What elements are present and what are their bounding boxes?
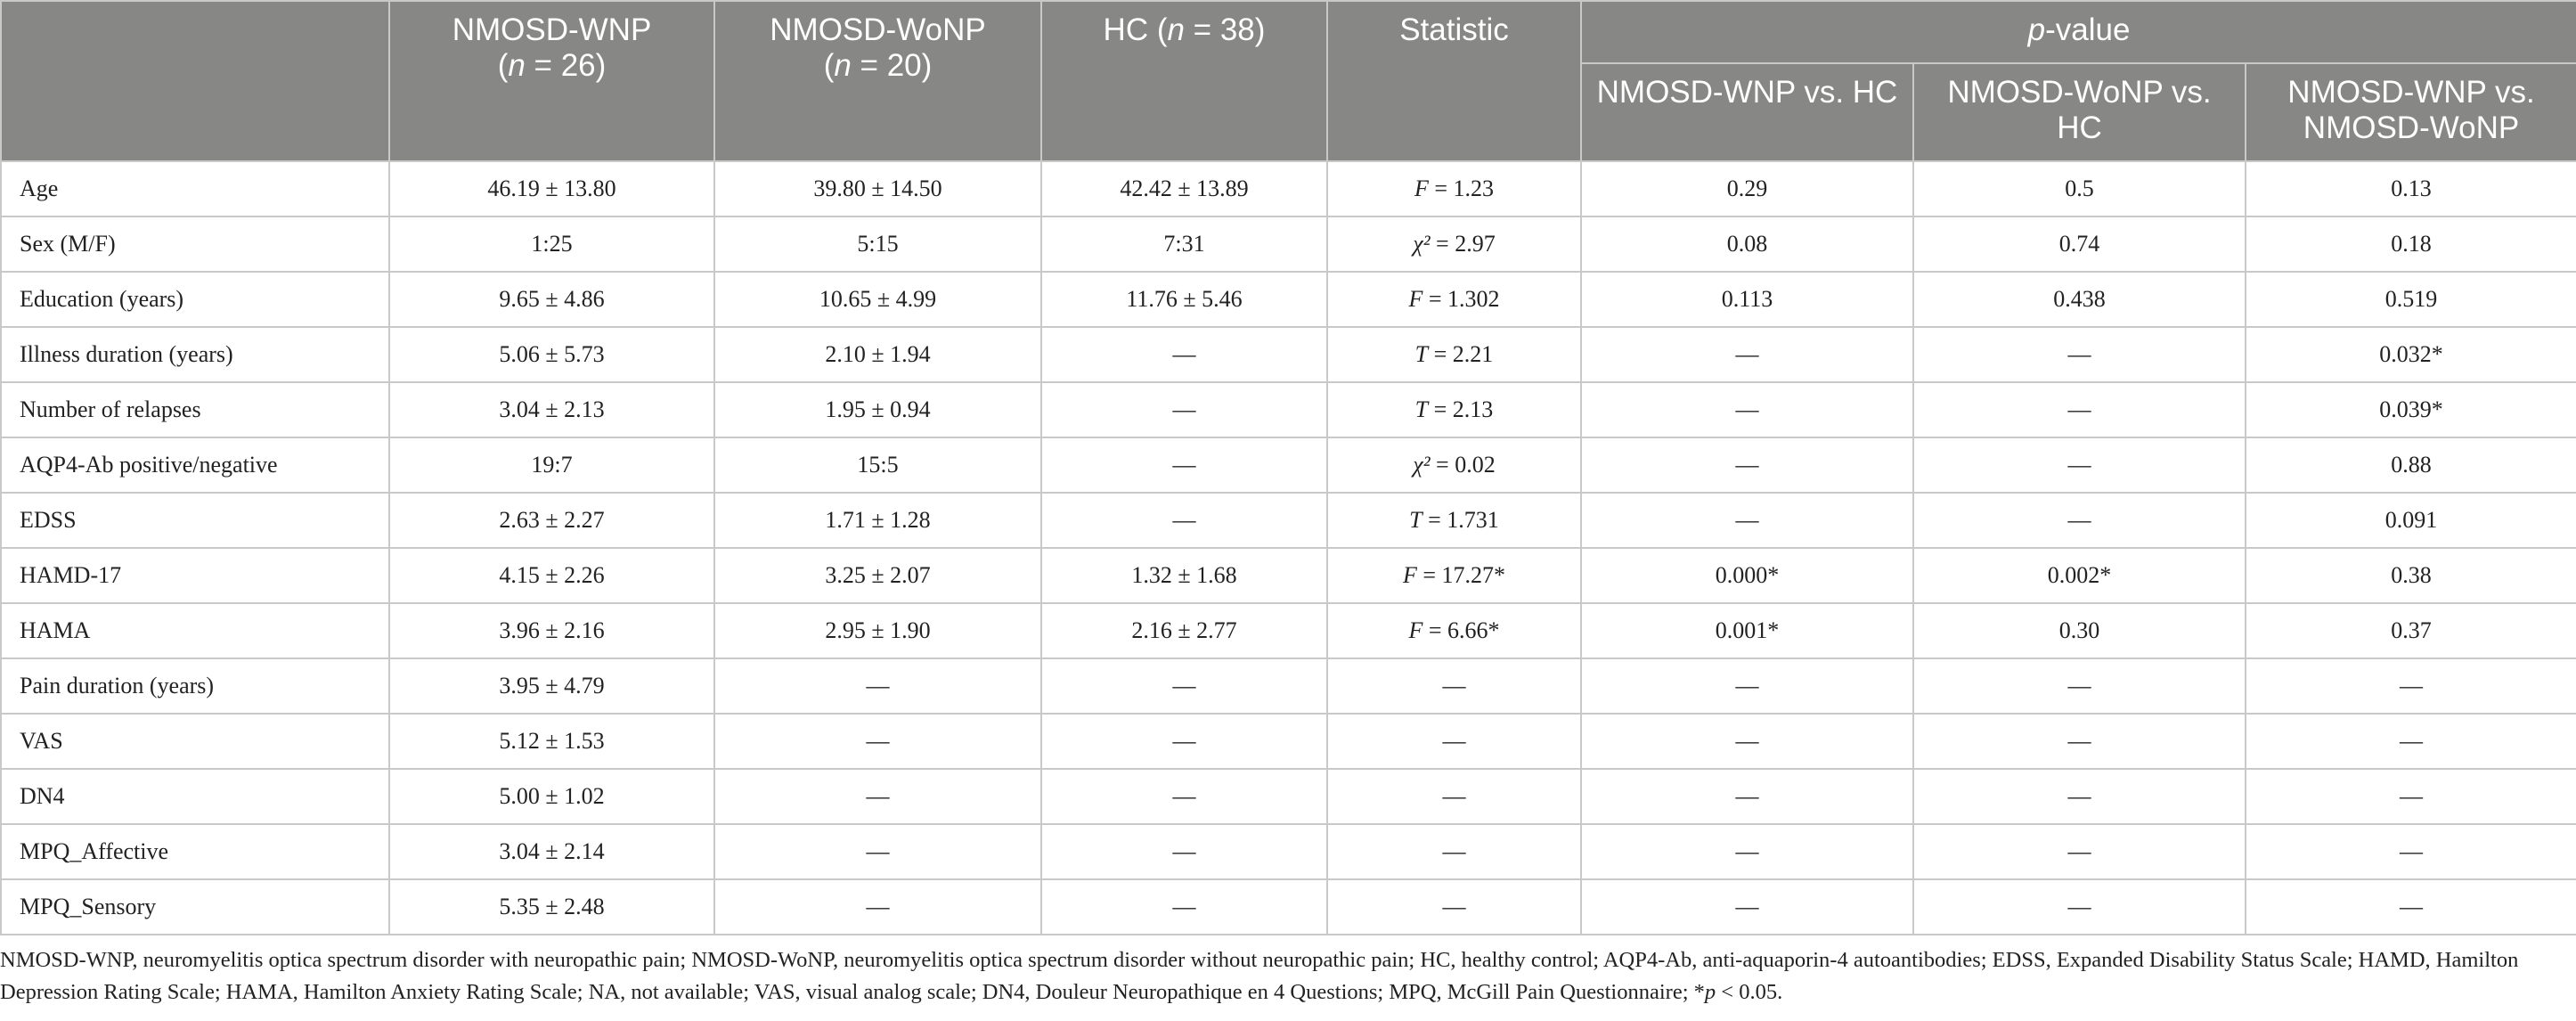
statistic-symbol: T bbox=[1414, 396, 1429, 422]
row-label: Number of relapses bbox=[1, 382, 389, 437]
header-wnp-vs-hc: NMOSD-WNP vs. HC bbox=[1581, 63, 1913, 161]
statistic-symbol: F bbox=[1408, 286, 1423, 312]
cell-nmosd-wonp: 2.95 ± 1.90 bbox=[714, 603, 1041, 658]
cell-statistic bbox=[1327, 382, 1581, 437]
cell-p-wonp-vs-hc: 0.74 bbox=[1913, 216, 2246, 272]
cell-p-wnp-vs-hc: — bbox=[1581, 769, 1913, 824]
cell-p-wonp-vs-hc: — bbox=[1913, 824, 2246, 879]
cell-hc: 11.76 ± 5.46 bbox=[1041, 272, 1327, 327]
cell-nmosd-wnp: 2.63 ± 2.27 bbox=[389, 493, 714, 548]
cell-statistic bbox=[1327, 879, 1581, 935]
cell-p-wonp-vs-hc: — bbox=[1913, 327, 2246, 382]
cell-p-wnp-vs-hc: — bbox=[1581, 382, 1913, 437]
header-nmosd-wonp: NMOSD-WoNP (n = 20) bbox=[714, 1, 1041, 161]
table-row bbox=[1, 824, 2576, 879]
header-wnp-vs-wonp: NMOSD-WNP vs. NMOSD-WoNP bbox=[2246, 63, 2576, 161]
cell-p-wonp-vs-hc: 0.002* bbox=[1913, 548, 2246, 603]
cell-hc: — bbox=[1041, 658, 1327, 714]
cell-statistic bbox=[1327, 658, 1581, 714]
statistic-symbol: T bbox=[1409, 507, 1423, 533]
row-label: AQP4-Ab positive/negative bbox=[1, 437, 389, 493]
cell-p-wnp-vs-hc: 0.113 bbox=[1581, 272, 1913, 327]
statistic-value: = 6.66* bbox=[1423, 617, 1500, 643]
statistic-value: — bbox=[1442, 728, 1466, 754]
cell-nmosd-wonp: 2.10 ± 1.94 bbox=[714, 327, 1041, 382]
cell-p-wnp-vs-hc: 0.08 bbox=[1581, 216, 1913, 272]
row-label: MPQ_Affective bbox=[1, 824, 389, 879]
cell-p-wnp-vs-wonp: 0.091 bbox=[2246, 493, 2576, 548]
cell-statistic bbox=[1327, 824, 1581, 879]
statistic-value: — bbox=[1442, 894, 1466, 919]
cell-p-wnp-vs-hc: — bbox=[1581, 327, 1913, 382]
cell-hc: 1.32 ± 1.68 bbox=[1041, 548, 1327, 603]
cell-p-wnp-vs-wonp: 0.039* bbox=[2246, 382, 2576, 437]
table-row bbox=[1, 879, 2576, 935]
cell-p-wnp-vs-wonp: — bbox=[2246, 714, 2576, 769]
cell-nmosd-wonp: — bbox=[714, 714, 1041, 769]
statistic-value: = 2.21 bbox=[1428, 341, 1494, 367]
header-hc: HC (n = 38) bbox=[1041, 1, 1327, 161]
statistic-value: = 17.27* bbox=[1416, 562, 1506, 588]
statistic-symbol: F bbox=[1408, 617, 1423, 643]
cell-p-wnp-vs-wonp: 0.13 bbox=[2246, 161, 2576, 216]
cell-p-wonp-vs-hc: — bbox=[1913, 714, 2246, 769]
table-row bbox=[1, 769, 2576, 824]
table-row bbox=[1, 272, 2576, 327]
cell-p-wnp-vs-wonp: 0.18 bbox=[2246, 216, 2576, 272]
cell-p-wnp-vs-wonp: 0.37 bbox=[2246, 603, 2576, 658]
cell-statistic bbox=[1327, 216, 1581, 272]
cell-statistic bbox=[1327, 272, 1581, 327]
cell-p-wnp-vs-wonp: — bbox=[2246, 879, 2576, 935]
cell-nmosd-wonp: — bbox=[714, 879, 1041, 935]
cell-nmosd-wnp: 3.96 ± 2.16 bbox=[389, 603, 714, 658]
table-row bbox=[1, 548, 2576, 603]
cell-nmosd-wonp: — bbox=[714, 769, 1041, 824]
cell-nmosd-wnp: 4.15 ± 2.26 bbox=[389, 548, 714, 603]
cell-p-wnp-vs-hc: — bbox=[1581, 824, 1913, 879]
statistic-value: = 2.13 bbox=[1428, 396, 1494, 422]
cell-nmosd-wnp: 5.35 ± 2.48 bbox=[389, 879, 714, 935]
row-label: Illness duration (years) bbox=[1, 327, 389, 382]
cell-p-wnp-vs-wonp: 0.38 bbox=[2246, 548, 2576, 603]
cell-nmosd-wnp: 3.04 ± 2.13 bbox=[389, 382, 714, 437]
cell-nmosd-wnp: 5.00 ± 1.02 bbox=[389, 769, 714, 824]
cell-p-wnp-vs-wonp: — bbox=[2246, 769, 2576, 824]
cell-hc: 7:31 bbox=[1041, 216, 1327, 272]
cell-nmosd-wonp: — bbox=[714, 658, 1041, 714]
table-row bbox=[1, 437, 2576, 493]
cell-p-wonp-vs-hc: 0.438 bbox=[1913, 272, 2246, 327]
cell-statistic bbox=[1327, 769, 1581, 824]
table-row bbox=[1, 161, 2576, 216]
table-row bbox=[1, 382, 2576, 437]
cell-statistic bbox=[1327, 714, 1581, 769]
cell-p-wnp-vs-hc: 0.29 bbox=[1581, 161, 1913, 216]
cell-p-wonp-vs-hc: 0.30 bbox=[1913, 603, 2246, 658]
cell-p-wonp-vs-hc: 0.5 bbox=[1913, 161, 2246, 216]
cell-p-wnp-vs-hc: — bbox=[1581, 658, 1913, 714]
cell-p-wnp-vs-hc: — bbox=[1581, 493, 1913, 548]
table-row bbox=[1, 603, 2576, 658]
header-wonp-vs-hc: NMOSD-WoNP vs. HC bbox=[1913, 63, 2246, 161]
statistic-value: = 2.97 bbox=[1430, 231, 1496, 257]
table-row bbox=[1, 493, 2576, 548]
cell-nmosd-wonp: — bbox=[714, 824, 1041, 879]
statistic-symbol: χ² bbox=[1413, 452, 1431, 478]
cell-p-wonp-vs-hc: — bbox=[1913, 879, 2246, 935]
cell-statistic bbox=[1327, 161, 1581, 216]
row-label: EDSS bbox=[1, 493, 389, 548]
cell-p-wnp-vs-hc: — bbox=[1581, 714, 1913, 769]
statistic-symbol: F bbox=[1402, 562, 1417, 588]
cell-p-wnp-vs-hc: — bbox=[1581, 437, 1913, 493]
statistic-symbol: F bbox=[1414, 176, 1429, 201]
table-row bbox=[1, 658, 2576, 714]
cell-p-wonp-vs-hc: — bbox=[1913, 382, 2246, 437]
cell-nmosd-wnp: 9.65 ± 4.86 bbox=[389, 272, 714, 327]
cell-statistic bbox=[1327, 548, 1581, 603]
statistic-value: — bbox=[1442, 783, 1466, 809]
header-p-value: p-value bbox=[1581, 1, 2576, 63]
cell-p-wnp-vs-wonp: — bbox=[2246, 658, 2576, 714]
table-row bbox=[1, 327, 2576, 382]
cell-nmosd-wonp: 10.65 ± 4.99 bbox=[714, 272, 1041, 327]
row-label: Sex (M/F) bbox=[1, 216, 389, 272]
statistic-symbol: T bbox=[1414, 341, 1429, 367]
cell-hc: — bbox=[1041, 437, 1327, 493]
cell-hc: 42.42 ± 13.89 bbox=[1041, 161, 1327, 216]
cell-statistic bbox=[1327, 437, 1581, 493]
cell-hc: — bbox=[1041, 382, 1327, 437]
row-label: MPQ_Sensory bbox=[1, 879, 389, 935]
header-statistic: Statistic bbox=[1327, 1, 1581, 161]
cell-p-wnp-vs-wonp: 0.032* bbox=[2246, 327, 2576, 382]
cell-nmosd-wnp: 3.95 ± 4.79 bbox=[389, 658, 714, 714]
table-row bbox=[1, 714, 2576, 769]
cell-hc: — bbox=[1041, 824, 1327, 879]
row-label: DN4 bbox=[1, 769, 389, 824]
cell-nmosd-wnp: 19:7 bbox=[389, 437, 714, 493]
cell-nmosd-wonp: 15:5 bbox=[714, 437, 1041, 493]
cell-p-wnp-vs-wonp: 0.88 bbox=[2246, 437, 2576, 493]
cell-nmosd-wnp: 1:25 bbox=[389, 216, 714, 272]
statistic-symbol: χ² bbox=[1413, 231, 1431, 257]
table-body bbox=[1, 161, 2576, 935]
statistic-value: = 1.731 bbox=[1422, 507, 1499, 533]
cell-nmosd-wonp: 39.80 ± 14.50 bbox=[714, 161, 1041, 216]
cell-p-wnp-vs-wonp: 0.519 bbox=[2246, 272, 2576, 327]
cell-p-wnp-vs-hc: 0.001* bbox=[1581, 603, 1913, 658]
row-label: Education (years) bbox=[1, 272, 389, 327]
cell-p-wonp-vs-hc: — bbox=[1913, 493, 2246, 548]
cell-nmosd-wonp: 1.71 ± 1.28 bbox=[714, 493, 1041, 548]
row-label: HAMA bbox=[1, 603, 389, 658]
statistic-value: = 1.23 bbox=[1428, 176, 1495, 201]
statistic-value: = 0.02 bbox=[1430, 452, 1496, 478]
header-blank bbox=[1, 1, 389, 161]
cell-statistic bbox=[1327, 603, 1581, 658]
cell-nmosd-wonp: 5:15 bbox=[714, 216, 1041, 272]
cell-statistic bbox=[1327, 493, 1581, 548]
cell-nmosd-wonp: 3.25 ± 2.07 bbox=[714, 548, 1041, 603]
cell-hc: — bbox=[1041, 493, 1327, 548]
cell-hc: 2.16 ± 2.77 bbox=[1041, 603, 1327, 658]
statistic-value: — bbox=[1442, 673, 1466, 698]
cell-nmosd-wnp: 46.19 ± 13.80 bbox=[389, 161, 714, 216]
statistic-value: — bbox=[1442, 838, 1466, 864]
cell-nmosd-wonp: 1.95 ± 0.94 bbox=[714, 382, 1041, 437]
cell-p-wonp-vs-hc: — bbox=[1913, 769, 2246, 824]
cell-hc: — bbox=[1041, 327, 1327, 382]
cell-nmosd-wnp: 5.06 ± 5.73 bbox=[389, 327, 714, 382]
row-label: VAS bbox=[1, 714, 389, 769]
cell-p-wonp-vs-hc: — bbox=[1913, 658, 2246, 714]
row-label: Age bbox=[1, 161, 389, 216]
cell-hc: — bbox=[1041, 879, 1327, 935]
cell-p-wnp-vs-wonp: — bbox=[2246, 824, 2576, 879]
cell-p-wonp-vs-hc: — bbox=[1913, 437, 2246, 493]
table-header bbox=[1, 1, 2576, 161]
cell-p-wnp-vs-hc: 0.000* bbox=[1581, 548, 1913, 603]
table-footnote: NMOSD-WNP, neuromyelitis optica spectrum disorder with neuropathic pain; NMOSD-WoNP, neuromyelitis optica spectrum disorder without neuropathic pain; HC, healthy control; AQP4-Ab, anti-aquaporin-4 autoantibodies; EDSS, Expanded Disability Status Scale; HAMD, Hamilton Depression Rating Scale; HAMA, Hamilton Anxiety Rating Scale; NA, not available; VAS, visual analog scale; DN4, Douleur Neuropathique en 4 Questions; MPQ, McGill Pain Questionnaire; *p < 0.05. bbox=[0, 948, 2519, 1004]
row-label: Pain duration (years) bbox=[1, 658, 389, 714]
table-row bbox=[1, 216, 2576, 272]
cell-p-wnp-vs-hc: — bbox=[1581, 879, 1913, 935]
statistic-value: = 1.302 bbox=[1423, 286, 1500, 312]
cell-hc: — bbox=[1041, 769, 1327, 824]
cell-statistic bbox=[1327, 327, 1581, 382]
cell-nmosd-wnp: 5.12 ± 1.53 bbox=[389, 714, 714, 769]
row-label: HAMD-17 bbox=[1, 548, 389, 603]
cell-hc: — bbox=[1041, 714, 1327, 769]
header-nmosd-wnp: NMOSD-WNP (n = 26) bbox=[389, 1, 714, 161]
cell-nmosd-wnp: 3.04 ± 2.14 bbox=[389, 824, 714, 879]
